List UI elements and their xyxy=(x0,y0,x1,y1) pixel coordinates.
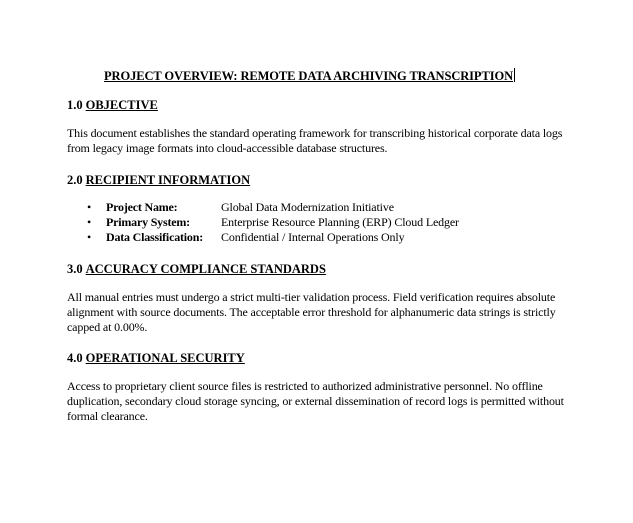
document-title-text: PROJECT OVERVIEW: REMOTE DATA ARCHIVING TRANSCRIPTION xyxy=(104,69,514,83)
section-number: 4.0 xyxy=(67,351,83,365)
text-cursor xyxy=(514,68,515,82)
recipient-info-list xyxy=(67,200,587,245)
section-heading xyxy=(67,173,587,188)
section-heading-text: OBJECTIVE xyxy=(85,98,158,112)
section-number: 1.0 xyxy=(67,98,83,112)
section-heading-text: RECIPIENT INFORMATION xyxy=(85,173,251,187)
section-heading-text: OPERATIONAL SECURITY xyxy=(85,351,245,365)
section-operational-security xyxy=(67,351,587,424)
item-value: Global Data Modernization Initiative xyxy=(221,200,394,214)
item-label: Primary System: xyxy=(106,215,190,229)
section-heading xyxy=(67,98,587,113)
list-item xyxy=(67,230,587,245)
item-label: Data Classification: xyxy=(106,230,203,244)
section-body: This document establishes the standard operating framework for transcribing historical corporate data logs from legacy image formats into cloud-accessible database structures. xyxy=(67,126,563,155)
section-number: 2.0 xyxy=(67,173,83,187)
list-item xyxy=(67,200,587,215)
section-body: All manual entries must undergo a strict multi-tier validation process. Field verification requires absolute alignment with source documents. The acceptable error threshold for alphanumeric data strings is strictly capped at 0.00%. xyxy=(67,290,556,334)
section-heading xyxy=(67,262,587,277)
section-recipient-information xyxy=(67,173,587,245)
section-accuracy-compliance xyxy=(67,262,587,335)
item-value: Enterprise Resource Planning (ERP) Cloud Ledger xyxy=(221,215,459,229)
section-heading-text: ACCURACY COMPLIANCE STANDARDS xyxy=(85,262,326,276)
item-value: Confidential / Internal Operations Only xyxy=(221,230,405,244)
bullet-icon: • xyxy=(87,200,92,214)
list-item xyxy=(67,215,587,230)
section-number: 3.0 xyxy=(67,262,83,276)
bullet-icon: • xyxy=(87,215,92,229)
item-label: Project Name: xyxy=(106,200,178,214)
section-objective xyxy=(67,98,587,156)
section-body: Access to proprietary client source files is restricted to authorized administrative personnel. No offline duplication, secondary cloud storage syncing, or external dissemination of record logs is permitted without formal clearance. xyxy=(67,379,564,423)
document-title xyxy=(104,68,515,84)
section-heading xyxy=(67,351,587,366)
bullet-icon: • xyxy=(87,230,92,244)
